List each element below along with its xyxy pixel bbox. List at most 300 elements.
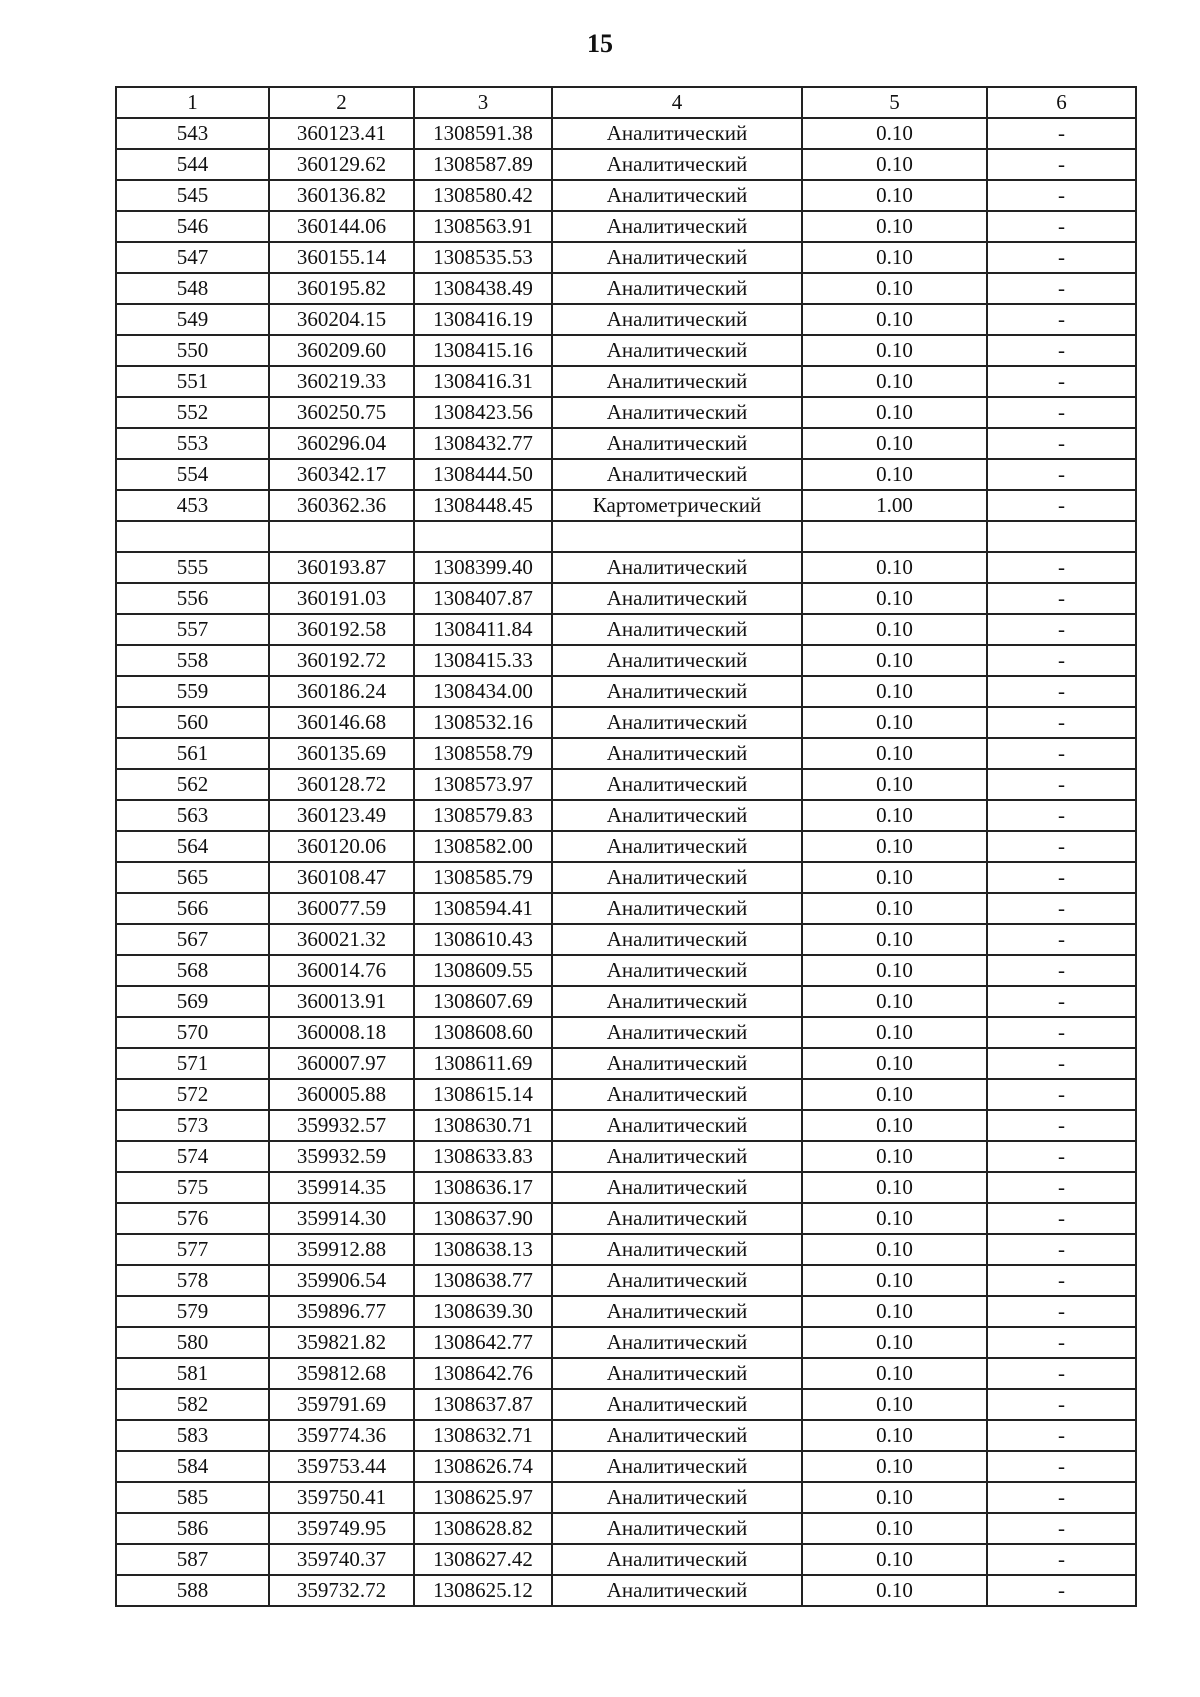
table-row: [116, 459, 1136, 490]
accuracy-cell: 0.10: [802, 1234, 987, 1265]
y-coordinate-cell: 1308630.71: [414, 1110, 552, 1141]
description-cell: -: [987, 614, 1136, 645]
y-coordinate-cell: 1308411.84: [414, 614, 552, 645]
description-cell: -: [987, 490, 1136, 521]
accuracy-cell: 0.10: [802, 707, 987, 738]
method-cell: Аналитический: [552, 180, 802, 211]
table-row: [116, 1265, 1136, 1296]
accuracy-cell: 0.10: [802, 614, 987, 645]
table-row: [116, 1389, 1136, 1420]
point-number-cell: 584: [116, 1451, 269, 1482]
point-number-cell: 544: [116, 149, 269, 180]
point-number-cell: 559: [116, 676, 269, 707]
accuracy-cell: 0.10: [802, 862, 987, 893]
accuracy-cell: 0.10: [802, 1079, 987, 1110]
x-coordinate-cell: 360077.59: [269, 893, 414, 924]
method-cell: Аналитический: [552, 614, 802, 645]
header-cell-4: 4: [552, 87, 802, 118]
accuracy-cell: 0.10: [802, 552, 987, 583]
y-coordinate-cell: 1308625.97: [414, 1482, 552, 1513]
x-coordinate-cell: 359914.35: [269, 1172, 414, 1203]
point-number-cell: 551: [116, 366, 269, 397]
accuracy-cell: 0.10: [802, 1544, 987, 1575]
description-cell: -: [987, 1389, 1136, 1420]
header-cell-3: 3: [414, 87, 552, 118]
y-coordinate-cell: 1308633.83: [414, 1141, 552, 1172]
x-coordinate-cell: 359906.54: [269, 1265, 414, 1296]
accuracy-cell: 0.10: [802, 645, 987, 676]
method-cell: Аналитический: [552, 1017, 802, 1048]
method-cell: Аналитический: [552, 1389, 802, 1420]
description-cell: -: [987, 676, 1136, 707]
table-row: [116, 614, 1136, 645]
method-cell: Аналитический: [552, 707, 802, 738]
y-coordinate-cell: 1308434.00: [414, 676, 552, 707]
y-coordinate-cell: 1308591.38: [414, 118, 552, 149]
accuracy-cell: 0.10: [802, 831, 987, 862]
method-cell: Аналитический: [552, 273, 802, 304]
table-row: [116, 1048, 1136, 1079]
table-row: [116, 583, 1136, 614]
method-cell: Аналитический: [552, 645, 802, 676]
x-coordinate-cell: 360192.72: [269, 645, 414, 676]
description-cell: -: [987, 459, 1136, 490]
table-row: [116, 149, 1136, 180]
x-coordinate-cell: 359821.82: [269, 1327, 414, 1358]
method-cell: Аналитический: [552, 459, 802, 490]
table-row: [116, 738, 1136, 769]
point-number-cell: 543: [116, 118, 269, 149]
method-cell: Аналитический: [552, 1265, 802, 1296]
y-coordinate-cell: 1308639.30: [414, 1296, 552, 1327]
y-coordinate-cell: 1308563.91: [414, 211, 552, 242]
table-row: [116, 118, 1136, 149]
accuracy-cell: 0.10: [802, 366, 987, 397]
accuracy-cell: 0.10: [802, 1327, 987, 1358]
table-row: [116, 1358, 1136, 1389]
description-cell: -: [987, 366, 1136, 397]
point-number-cell: 549: [116, 304, 269, 335]
point-number-cell: 567: [116, 924, 269, 955]
table-row: [116, 1172, 1136, 1203]
point-number-cell: 580: [116, 1327, 269, 1358]
y-coordinate-cell: 1308423.56: [414, 397, 552, 428]
table-row: [116, 1296, 1136, 1327]
table-row: [116, 986, 1136, 1017]
method-cell: Аналитический: [552, 1420, 802, 1451]
description-cell: -: [987, 893, 1136, 924]
x-coordinate-cell: 360204.15: [269, 304, 414, 335]
point-number-cell: 561: [116, 738, 269, 769]
accuracy-cell: 0.10: [802, 118, 987, 149]
y-coordinate-cell: 1308415.33: [414, 645, 552, 676]
y-coordinate-cell: 1308582.00: [414, 831, 552, 862]
table-row: [116, 1575, 1136, 1606]
description-cell: -: [987, 1296, 1136, 1327]
description-cell: [987, 521, 1136, 552]
table-row: [116, 893, 1136, 924]
method-cell: Аналитический: [552, 1544, 802, 1575]
description-cell: -: [987, 149, 1136, 180]
x-coordinate-cell: 359750.41: [269, 1482, 414, 1513]
x-coordinate-cell: 359932.57: [269, 1110, 414, 1141]
x-coordinate-cell: 359791.69: [269, 1389, 414, 1420]
accuracy-cell: 0.10: [802, 583, 987, 614]
x-coordinate-cell: 360250.75: [269, 397, 414, 428]
y-coordinate-cell: 1308580.42: [414, 180, 552, 211]
coordinates-table: [115, 86, 1137, 1607]
method-cell: Аналитический: [552, 800, 802, 831]
accuracy-cell: 0.10: [802, 397, 987, 428]
method-cell: Аналитический: [552, 366, 802, 397]
x-coordinate-cell: 360146.68: [269, 707, 414, 738]
x-coordinate-cell: 359932.59: [269, 1141, 414, 1172]
x-coordinate-cell: 359732.72: [269, 1575, 414, 1606]
table-row: [116, 242, 1136, 273]
x-coordinate-cell: 360108.47: [269, 862, 414, 893]
y-coordinate-cell: 1308626.74: [414, 1451, 552, 1482]
point-number-cell: 554: [116, 459, 269, 490]
point-number-cell: 546: [116, 211, 269, 242]
x-coordinate-cell: 360192.58: [269, 614, 414, 645]
accuracy-cell: 0.10: [802, 924, 987, 955]
x-coordinate-cell: 360007.97: [269, 1048, 414, 1079]
y-coordinate-cell: 1308638.13: [414, 1234, 552, 1265]
x-coordinate-cell: 360008.18: [269, 1017, 414, 1048]
accuracy-cell: 0.10: [802, 1296, 987, 1327]
point-number-cell: 550: [116, 335, 269, 366]
y-coordinate-cell: 1308615.14: [414, 1079, 552, 1110]
y-coordinate-cell: 1308535.53: [414, 242, 552, 273]
table-row: [116, 1234, 1136, 1265]
accuracy-cell: 0.10: [802, 800, 987, 831]
accuracy-cell: 0.10: [802, 769, 987, 800]
point-number-cell: 583: [116, 1420, 269, 1451]
point-number-cell: 453: [116, 490, 269, 521]
table-row: [116, 180, 1136, 211]
x-coordinate-cell: 360120.06: [269, 831, 414, 862]
table-row: [116, 645, 1136, 676]
point-number-cell: 588: [116, 1575, 269, 1606]
description-cell: -: [987, 242, 1136, 273]
table-row: [116, 521, 1136, 552]
description-cell: -: [987, 428, 1136, 459]
method-cell: Аналитический: [552, 242, 802, 273]
description-cell: -: [987, 1420, 1136, 1451]
point-number-cell: 558: [116, 645, 269, 676]
accuracy-cell: 0.10: [802, 676, 987, 707]
x-coordinate-cell: 360193.87: [269, 552, 414, 583]
x-coordinate-cell: [269, 521, 414, 552]
y-coordinate-cell: 1308637.87: [414, 1389, 552, 1420]
accuracy-cell: 0.10: [802, 211, 987, 242]
x-coordinate-cell: 360123.41: [269, 118, 414, 149]
x-coordinate-cell: 360135.69: [269, 738, 414, 769]
accuracy-cell: 0.10: [802, 1420, 987, 1451]
point-number-cell: 547: [116, 242, 269, 273]
y-coordinate-cell: 1308448.45: [414, 490, 552, 521]
y-coordinate-cell: 1308636.17: [414, 1172, 552, 1203]
accuracy-cell: 0.10: [802, 955, 987, 986]
y-coordinate-cell: 1308432.77: [414, 428, 552, 459]
method-cell: Аналитический: [552, 397, 802, 428]
y-coordinate-cell: 1308609.55: [414, 955, 552, 986]
description-cell: -: [987, 1048, 1136, 1079]
table-row: [116, 1017, 1136, 1048]
table-header: [116, 87, 1136, 118]
method-cell: Аналитический: [552, 1575, 802, 1606]
y-coordinate-cell: 1308587.89: [414, 149, 552, 180]
table-row: [116, 1327, 1136, 1358]
accuracy-cell: 0.10: [802, 273, 987, 304]
point-number-cell: 577: [116, 1234, 269, 1265]
point-number-cell: 581: [116, 1358, 269, 1389]
y-coordinate-cell: 1308642.76: [414, 1358, 552, 1389]
description-cell: -: [987, 1265, 1136, 1296]
x-coordinate-cell: 360219.33: [269, 366, 414, 397]
description-cell: -: [987, 862, 1136, 893]
point-number-cell: 586: [116, 1513, 269, 1544]
description-cell: -: [987, 800, 1136, 831]
table-row: [116, 366, 1136, 397]
y-coordinate-cell: 1308627.42: [414, 1544, 552, 1575]
y-coordinate-cell: 1308573.97: [414, 769, 552, 800]
accuracy-cell: 0.10: [802, 1048, 987, 1079]
accuracy-cell: 0.10: [802, 893, 987, 924]
y-coordinate-cell: 1308407.87: [414, 583, 552, 614]
description-cell: -: [987, 1017, 1136, 1048]
y-coordinate-cell: 1308416.31: [414, 366, 552, 397]
y-coordinate-cell: 1308608.60: [414, 1017, 552, 1048]
y-coordinate-cell: 1308610.43: [414, 924, 552, 955]
method-cell: Аналитический: [552, 1110, 802, 1141]
description-cell: -: [987, 583, 1136, 614]
header-cell-1: 1: [116, 87, 269, 118]
method-cell: [552, 521, 802, 552]
table-row: [116, 273, 1136, 304]
x-coordinate-cell: 359740.37: [269, 1544, 414, 1575]
point-number-cell: 572: [116, 1079, 269, 1110]
description-cell: -: [987, 769, 1136, 800]
y-coordinate-cell: 1308532.16: [414, 707, 552, 738]
point-number-cell: 563: [116, 800, 269, 831]
description-cell: -: [987, 1327, 1136, 1358]
y-coordinate-cell: 1308558.79: [414, 738, 552, 769]
method-cell: Аналитический: [552, 893, 802, 924]
method-cell: Аналитический: [552, 1451, 802, 1482]
point-number-cell: 585: [116, 1482, 269, 1513]
description-cell: -: [987, 707, 1136, 738]
table-row: [116, 1110, 1136, 1141]
method-cell: Аналитический: [552, 583, 802, 614]
method-cell: Аналитический: [552, 769, 802, 800]
method-cell: Аналитический: [552, 1141, 802, 1172]
x-coordinate-cell: 360013.91: [269, 986, 414, 1017]
method-cell: Аналитический: [552, 862, 802, 893]
table-row: [116, 428, 1136, 459]
point-number-cell: 576: [116, 1203, 269, 1234]
description-cell: -: [987, 1203, 1136, 1234]
table-row: [116, 397, 1136, 428]
x-coordinate-cell: 360123.49: [269, 800, 414, 831]
accuracy-cell: 0.10: [802, 1017, 987, 1048]
x-coordinate-cell: 359812.68: [269, 1358, 414, 1389]
table-row: [116, 707, 1136, 738]
method-cell: Аналитический: [552, 676, 802, 707]
accuracy-cell: 0.10: [802, 459, 987, 490]
description-cell: -: [987, 211, 1136, 242]
point-number-cell: 571: [116, 1048, 269, 1079]
y-coordinate-cell: 1308628.82: [414, 1513, 552, 1544]
y-coordinate-cell: 1308632.71: [414, 1420, 552, 1451]
description-cell: -: [987, 1482, 1136, 1513]
point-number-cell: 557: [116, 614, 269, 645]
y-coordinate-cell: 1308579.83: [414, 800, 552, 831]
method-cell: Аналитический: [552, 924, 802, 955]
accuracy-cell: 0.10: [802, 1203, 987, 1234]
table-row: [116, 924, 1136, 955]
accuracy-cell: 0.10: [802, 1513, 987, 1544]
table-row: [116, 1420, 1136, 1451]
description-cell: -: [987, 335, 1136, 366]
accuracy-cell: 0.10: [802, 180, 987, 211]
method-cell: Аналитический: [552, 149, 802, 180]
description-cell: -: [987, 180, 1136, 211]
accuracy-cell: 0.10: [802, 986, 987, 1017]
point-number-cell: 579: [116, 1296, 269, 1327]
point-number-cell: [116, 521, 269, 552]
accuracy-cell: 0.10: [802, 1172, 987, 1203]
x-coordinate-cell: 359749.95: [269, 1513, 414, 1544]
table-row: [116, 955, 1136, 986]
x-coordinate-cell: 360362.36: [269, 490, 414, 521]
accuracy-cell: 0.10: [802, 1141, 987, 1172]
accuracy-cell: 0.10: [802, 1358, 987, 1389]
description-cell: -: [987, 273, 1136, 304]
table-row: [116, 335, 1136, 366]
method-cell: Аналитический: [552, 211, 802, 242]
method-cell: Аналитический: [552, 1203, 802, 1234]
y-coordinate-cell: 1308438.49: [414, 273, 552, 304]
x-coordinate-cell: 360144.06: [269, 211, 414, 242]
table-row: [116, 552, 1136, 583]
accuracy-cell: 0.10: [802, 428, 987, 459]
method-cell: Аналитический: [552, 552, 802, 583]
method-cell: Аналитический: [552, 428, 802, 459]
accuracy-cell: 0.10: [802, 149, 987, 180]
accuracy-cell: 0.10: [802, 242, 987, 273]
description-cell: -: [987, 1141, 1136, 1172]
table-row: [116, 1482, 1136, 1513]
point-number-cell: 574: [116, 1141, 269, 1172]
x-coordinate-cell: 360005.88: [269, 1079, 414, 1110]
accuracy-cell: 0.10: [802, 738, 987, 769]
x-coordinate-cell: 359912.88: [269, 1234, 414, 1265]
description-cell: -: [987, 304, 1136, 335]
method-cell: Аналитический: [552, 738, 802, 769]
accuracy-cell: 0.10: [802, 1110, 987, 1141]
y-coordinate-cell: 1308637.90: [414, 1203, 552, 1234]
description-cell: -: [987, 831, 1136, 862]
accuracy-cell: 0.10: [802, 1451, 987, 1482]
point-number-cell: 564: [116, 831, 269, 862]
y-coordinate-cell: 1308607.69: [414, 986, 552, 1017]
table-row: [116, 800, 1136, 831]
x-coordinate-cell: 359774.36: [269, 1420, 414, 1451]
accuracy-cell: 1.00: [802, 490, 987, 521]
description-cell: -: [987, 1110, 1136, 1141]
description-cell: -: [987, 1079, 1136, 1110]
y-coordinate-cell: 1308642.77: [414, 1327, 552, 1358]
method-cell: Аналитический: [552, 1513, 802, 1544]
x-coordinate-cell: 359896.77: [269, 1296, 414, 1327]
point-number-cell: 566: [116, 893, 269, 924]
point-number-cell: 573: [116, 1110, 269, 1141]
description-cell: -: [987, 1358, 1136, 1389]
accuracy-cell: [802, 521, 987, 552]
x-coordinate-cell: 360191.03: [269, 583, 414, 614]
header-cell-6: 6: [987, 87, 1136, 118]
table-row: [116, 1141, 1136, 1172]
x-coordinate-cell: 360155.14: [269, 242, 414, 273]
table-row: [116, 211, 1136, 242]
y-coordinate-cell: 1308625.12: [414, 1575, 552, 1606]
point-number-cell: 555: [116, 552, 269, 583]
point-number-cell: 545: [116, 180, 269, 211]
description-cell: -: [987, 1234, 1136, 1265]
point-number-cell: 575: [116, 1172, 269, 1203]
point-number-cell: 582: [116, 1389, 269, 1420]
point-number-cell: 562: [116, 769, 269, 800]
point-number-cell: 565: [116, 862, 269, 893]
x-coordinate-cell: 360296.04: [269, 428, 414, 459]
method-cell: Картометрический: [552, 490, 802, 521]
method-cell: Аналитический: [552, 1296, 802, 1327]
y-coordinate-cell: 1308611.69: [414, 1048, 552, 1079]
y-coordinate-cell: 1308585.79: [414, 862, 552, 893]
x-coordinate-cell: 360195.82: [269, 273, 414, 304]
description-cell: -: [987, 955, 1136, 986]
accuracy-cell: 0.10: [802, 335, 987, 366]
point-number-cell: 570: [116, 1017, 269, 1048]
y-coordinate-cell: 1308416.19: [414, 304, 552, 335]
method-cell: Аналитический: [552, 335, 802, 366]
description-cell: -: [987, 118, 1136, 149]
x-coordinate-cell: 360136.82: [269, 180, 414, 211]
method-cell: Аналитический: [552, 831, 802, 862]
accuracy-cell: 0.10: [802, 304, 987, 335]
x-coordinate-cell: 360014.76: [269, 955, 414, 986]
table-row: [116, 1451, 1136, 1482]
page-number: 15: [587, 29, 613, 58]
y-coordinate-cell: 1308638.77: [414, 1265, 552, 1296]
method-cell: Аналитический: [552, 118, 802, 149]
method-cell: Аналитический: [552, 1358, 802, 1389]
table-row: [116, 862, 1136, 893]
description-cell: -: [987, 552, 1136, 583]
method-cell: Аналитический: [552, 955, 802, 986]
point-number-cell: 587: [116, 1544, 269, 1575]
table-row: [116, 831, 1136, 862]
description-cell: -: [987, 738, 1136, 769]
point-number-cell: 560: [116, 707, 269, 738]
method-cell: Аналитический: [552, 1172, 802, 1203]
table-row: [116, 1203, 1136, 1234]
table-row: [116, 1544, 1136, 1575]
method-cell: Аналитический: [552, 304, 802, 335]
table-row: [116, 1513, 1136, 1544]
method-cell: Аналитический: [552, 1482, 802, 1513]
